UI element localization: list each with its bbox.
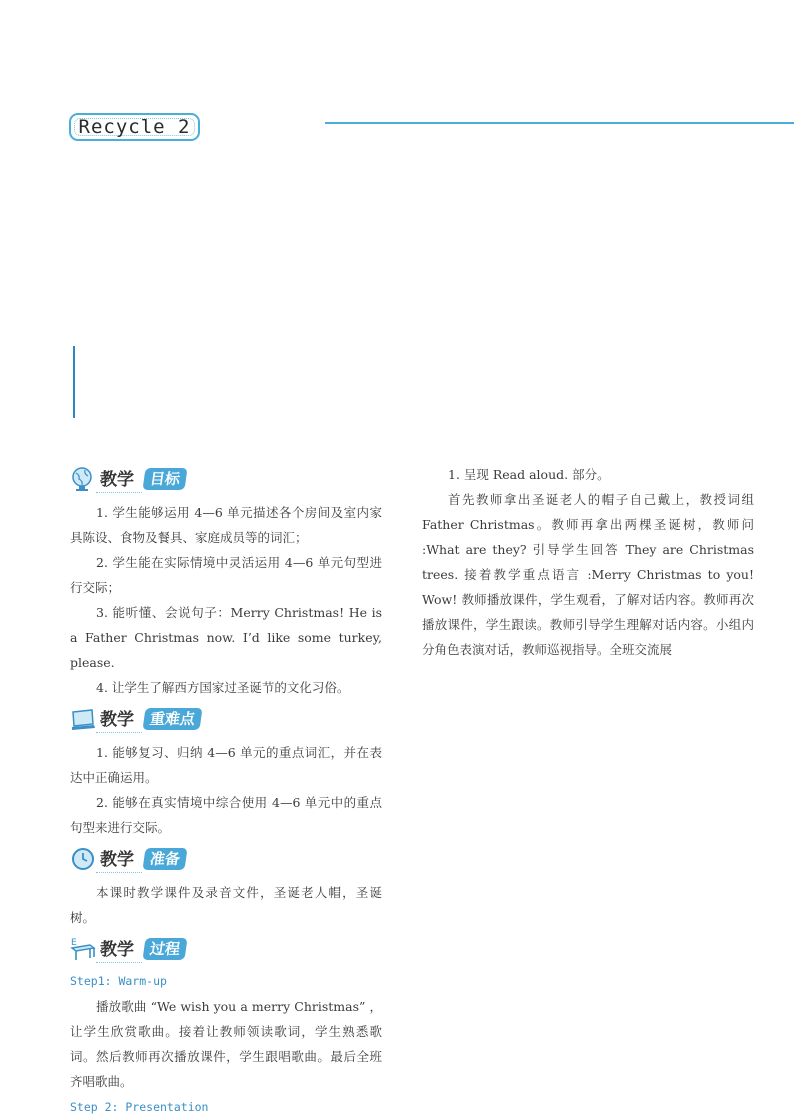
section-title-blue: 重难点 — [142, 708, 202, 730]
step1-text: 播放歌曲 “We wish you a merry Christmas” ，让学生欣赏歌曲。接着让教师领读歌词，学生熟悉歌词。然后教师再次播放课件，学生跟唱歌曲。最后全班齐唱歌曲。 — [70, 999, 382, 1089]
section-header-process — [70, 934, 382, 964]
desk-icon — [70, 936, 96, 962]
right-column — [422, 462, 754, 662]
section-title-black: 教学 — [100, 850, 134, 870]
svg-text:E: E — [71, 938, 77, 948]
step1-label: Step1: Warm-up — [70, 974, 167, 988]
monitor-icon — [70, 706, 96, 732]
side-rule — [73, 346, 75, 418]
recycle-badge — [69, 113, 200, 141]
section-title-black: 教学 — [100, 940, 134, 960]
section-title-blue: 目标 — [142, 468, 187, 490]
section-title-blue: 准备 — [142, 848, 187, 870]
presentation-item: 1. 呈现 Read aloud. 部分。 — [448, 467, 610, 482]
section-underline — [96, 872, 142, 873]
goal-item: 2. 学生能在实际情境中灵活运用 4—6 单元句型进行交际； — [70, 555, 382, 595]
section-title-blue: 过程 — [142, 938, 187, 960]
page-title: Recycle 2 — [78, 116, 191, 138]
preparation-text: 本课时教学课件及录音文件，圣诞老人帽，圣诞树。 — [70, 885, 382, 925]
globe-icon — [70, 466, 96, 492]
key-point-item: 2. 能够在真实情境中综合使用 4—6 单元中的重点句型来进行交际。 — [70, 795, 382, 835]
left-column — [70, 460, 382, 1120]
step2-label: Step 2: Presentation — [70, 1100, 209, 1114]
section-title-black: 教学 — [100, 470, 134, 490]
header-rule — [325, 122, 794, 124]
section-title-black: 教学 — [100, 710, 134, 730]
clock-icon — [70, 846, 96, 872]
goal-item: 3. 能听懂、会说句子：Merry Christmas! He is a Father Christmas now. I’d like some turkey, please. — [70, 605, 382, 670]
key-point-item: 1. 能够复习、归纳 4—6 单元的重点词汇，并在表达中正确运用。 — [70, 745, 382, 785]
section-header-preparation — [70, 844, 382, 874]
section-underline — [96, 732, 142, 733]
section-header-key-points — [70, 704, 382, 734]
section-underline — [96, 962, 142, 963]
presentation-text: 首先教师拿出圣诞老人的帽子自己戴上，教授词组 Father Christmas。教师再拿出两棵圣诞树，教师问 :What are they? 引导学生回答 They are Christmas trees. 接着教学重点语言 :Merry Christmas to you! Wow! 教师播放课件，学生观看，了解对话内容。教师再次播放课件，学生跟读。教师引导学生理解对话内容。小组内分角色表演对话，教师巡视指导。全班交流展 — [422, 492, 754, 657]
goal-item: 4. 让学生了解西方国家过圣诞节的文化习俗。 — [96, 680, 350, 695]
goal-item: 1. 学生能够运用 4—6 单元描述各个房间及室内家具陈设、食物及餐具、家庭成员等的词汇； — [70, 505, 382, 545]
section-header-goals — [70, 464, 382, 494]
section-underline — [96, 492, 142, 493]
